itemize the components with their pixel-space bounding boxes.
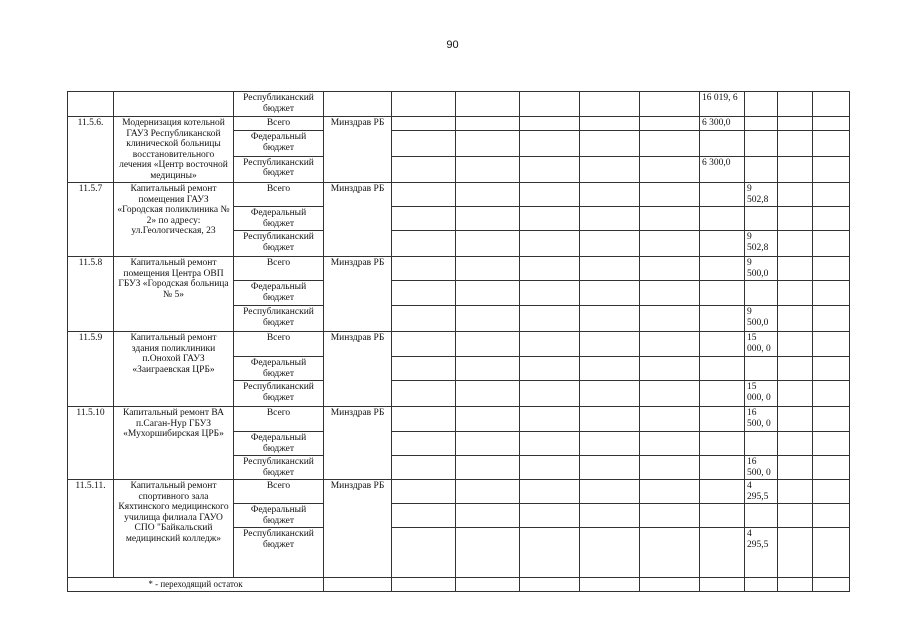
cell-empty — [392, 432, 456, 456]
item-code: 11.5.7 — [68, 183, 114, 257]
cell-empty — [813, 156, 850, 182]
cell-empty — [813, 131, 850, 156]
cell-empty — [456, 117, 520, 131]
cell-empty — [580, 504, 640, 528]
cell-empty — [813, 407, 850, 432]
funding-source: Федеральный бюджет — [234, 504, 324, 528]
cell-empty — [324, 92, 392, 117]
amount-cell: 16 500, 0 — [745, 407, 778, 432]
amount-cell: 15 000, 0 — [745, 381, 778, 407]
cell-empty — [520, 207, 580, 231]
cell-empty — [778, 281, 813, 306]
amount-cell — [700, 131, 745, 156]
cell-empty — [778, 183, 813, 207]
cell-empty — [456, 231, 520, 257]
funding-source: Всего — [234, 117, 324, 131]
amount-cell — [700, 456, 745, 480]
table-row — [68, 480, 850, 504]
cell-empty — [813, 578, 850, 592]
amount-cell: 16 500, 0 — [745, 456, 778, 480]
item-description: Капитальный ремонт здания поликлиники п.Онохой ГАУЗ «Заиграевская ЦРБ» — [114, 332, 234, 407]
cell-empty — [520, 231, 580, 257]
table-row — [68, 183, 850, 207]
cell-empty — [456, 131, 520, 156]
cell-empty — [456, 578, 520, 592]
cell-empty — [456, 156, 520, 182]
amount-cell — [700, 281, 745, 306]
amount-cell: 6 300,0 — [700, 117, 745, 131]
amount-cell: 9 500,0 — [745, 257, 778, 281]
cell-empty — [580, 578, 640, 592]
funding-source: Республиканский бюджет — [234, 156, 324, 182]
executor: Минздрав РБ — [324, 480, 392, 578]
cell-empty — [580, 381, 640, 407]
item-description: Капитальный ремонт помещения ГАУЗ «Городская поликлиника № 2» по адресу: ул.Геологическая, 23 — [114, 183, 234, 257]
funding-source: Республиканский бюджет — [234, 381, 324, 407]
cell-empty — [640, 357, 700, 381]
cell-empty — [813, 456, 850, 480]
cell-empty — [813, 117, 850, 131]
cell-empty — [640, 207, 700, 231]
cell-empty — [640, 504, 700, 528]
cell-empty — [392, 156, 456, 182]
cell-empty — [580, 432, 640, 456]
cell-empty — [778, 381, 813, 407]
cell-empty — [324, 578, 392, 592]
amount-cell — [700, 231, 745, 257]
cell-empty — [520, 528, 580, 578]
amount-cell: 4 295,5 — [745, 528, 778, 578]
cell-empty — [392, 504, 456, 528]
table-row — [68, 257, 850, 281]
amount-cell — [700, 257, 745, 281]
amount-cell: 15 000, 0 — [745, 332, 778, 357]
funding-source: Республиканский бюджет — [234, 306, 324, 332]
cell-empty — [456, 528, 520, 578]
cell-empty — [813, 183, 850, 207]
cell-empty — [640, 183, 700, 207]
cell-empty — [778, 432, 813, 456]
cell-empty — [640, 332, 700, 357]
cell-empty — [778, 332, 813, 357]
cell-empty — [778, 357, 813, 381]
cell-empty — [580, 528, 640, 578]
cell-empty — [640, 257, 700, 281]
cell-empty — [640, 480, 700, 504]
cell-empty — [640, 92, 700, 117]
cell-empty — [520, 578, 580, 592]
cell-empty — [640, 528, 700, 578]
cell-empty — [813, 207, 850, 231]
cell-empty — [392, 456, 456, 480]
cell-empty — [456, 281, 520, 306]
cell-empty — [778, 306, 813, 332]
cell-empty — [392, 528, 456, 578]
amount-cell — [700, 407, 745, 432]
cell-empty — [778, 407, 813, 432]
amount-cell — [745, 432, 778, 456]
cell-empty — [813, 92, 850, 117]
cell-empty — [640, 381, 700, 407]
cell-empty — [392, 231, 456, 257]
amount-cell — [700, 381, 745, 407]
cell-empty — [392, 183, 456, 207]
cell-empty — [456, 207, 520, 231]
amount-cell: 16 019, 6 — [700, 92, 745, 117]
item-code: 11.5.11. — [68, 480, 114, 578]
cell-empty — [813, 257, 850, 281]
cell-empty — [813, 528, 850, 578]
funding-source: Федеральный бюджет — [234, 131, 324, 156]
cell-empty — [640, 407, 700, 432]
cell-empty — [456, 306, 520, 332]
cell-empty — [456, 480, 520, 504]
cell-empty — [456, 407, 520, 432]
executor: Минздрав РБ — [324, 117, 392, 183]
budget-table — [67, 91, 850, 592]
amount-cell — [700, 432, 745, 456]
cell-empty — [778, 231, 813, 257]
funding-source: Федеральный бюджет — [234, 432, 324, 456]
cell-empty — [456, 432, 520, 456]
cell-empty — [520, 156, 580, 182]
amount-cell — [745, 131, 778, 156]
cell-empty — [580, 407, 640, 432]
item-code: 11.5.6. — [68, 117, 114, 183]
funding-source: Республиканский бюджет — [234, 456, 324, 480]
cell-empty — [392, 257, 456, 281]
table-row — [68, 332, 850, 357]
cell-empty — [580, 207, 640, 231]
cell-empty — [580, 156, 640, 182]
cell-empty — [68, 92, 114, 117]
cell-empty — [778, 92, 813, 117]
funding-source: Всего — [234, 183, 324, 207]
cell-empty — [813, 504, 850, 528]
cell-empty — [580, 480, 640, 504]
cell-empty — [778, 456, 813, 480]
cell-empty — [520, 381, 580, 407]
cell-empty — [456, 92, 520, 117]
cell-empty — [813, 231, 850, 257]
cell-empty — [520, 332, 580, 357]
cell-empty — [640, 578, 700, 592]
cell-empty — [745, 92, 778, 117]
cell-empty — [392, 131, 456, 156]
footnote-row — [68, 578, 850, 592]
executor: Минздрав РБ — [324, 407, 392, 480]
cell-empty — [392, 92, 456, 117]
cell-empty — [778, 131, 813, 156]
item-description: Капитальный ремонт помещения Центра ОВП ГБУЗ «Городская больница № 5» — [114, 257, 234, 332]
cell-empty — [392, 381, 456, 407]
cell-empty — [392, 578, 456, 592]
cell-empty — [520, 504, 580, 528]
cell-empty — [392, 207, 456, 231]
cell-empty — [778, 480, 813, 504]
item-description: Капитальный ремонт ВА п.Саган-Нур ГБУЗ «Мухоршибирская ЦРБ» — [114, 407, 234, 480]
cell-empty — [778, 504, 813, 528]
cell-empty — [813, 306, 850, 332]
cell-empty — [580, 281, 640, 306]
cell-empty — [520, 407, 580, 432]
amount-cell — [700, 332, 745, 357]
amount-cell — [700, 207, 745, 231]
cell-empty — [580, 456, 640, 480]
cell-empty — [580, 92, 640, 117]
cell-empty — [520, 131, 580, 156]
cell-empty — [520, 257, 580, 281]
cell-empty — [580, 306, 640, 332]
funding-source: Всего — [234, 480, 324, 504]
cell-empty — [392, 480, 456, 504]
cell-empty — [580, 131, 640, 156]
funding-source: Республиканский бюджет — [234, 231, 324, 257]
cell-empty — [813, 480, 850, 504]
item-description: Капитальный ремонт спортивного зала Кяхтинского медицинского училища филиала ГАУО СПО "Байкальский медицинский колледж» — [114, 480, 234, 578]
cell-empty — [640, 131, 700, 156]
cell-empty — [778, 117, 813, 131]
amount-cell: 4 295,5 — [745, 480, 778, 504]
cell-empty — [456, 357, 520, 381]
cell-empty — [640, 281, 700, 306]
cell-empty — [580, 183, 640, 207]
item-code: 11.5.9 — [68, 332, 114, 407]
cell-empty — [456, 456, 520, 480]
amount-cell: 9 502,8 — [745, 183, 778, 207]
funding-source: Всего — [234, 257, 324, 281]
cell-empty — [520, 432, 580, 456]
amount-cell — [700, 357, 745, 381]
cell-empty — [392, 306, 456, 332]
amount-cell — [745, 504, 778, 528]
cell-empty — [456, 381, 520, 407]
amount-cell — [745, 117, 778, 131]
item-code: 11.5.10 — [68, 407, 114, 480]
cell-empty — [520, 281, 580, 306]
funding-source: Республиканский бюджет — [234, 92, 324, 117]
cell-empty — [520, 306, 580, 332]
cell-empty — [745, 578, 778, 592]
funding-source: Всего — [234, 407, 324, 432]
cell-empty — [640, 231, 700, 257]
amount-cell — [700, 480, 745, 504]
table-row — [68, 92, 850, 117]
cell-empty — [392, 281, 456, 306]
executor: Минздрав РБ — [324, 183, 392, 257]
table-body — [68, 92, 850, 578]
cell-empty — [778, 578, 813, 592]
table-row — [68, 407, 850, 432]
cell-empty — [580, 231, 640, 257]
table-row — [68, 117, 850, 131]
cell-empty — [813, 281, 850, 306]
cell-empty — [778, 257, 813, 281]
cell-empty — [640, 456, 700, 480]
amount-cell — [745, 357, 778, 381]
cell-empty — [520, 183, 580, 207]
cell-empty — [640, 117, 700, 131]
cell-empty — [114, 92, 234, 117]
cell-empty — [580, 332, 640, 357]
executor: Минздрав РБ — [324, 332, 392, 407]
amount-cell — [745, 156, 778, 182]
cell-empty — [813, 381, 850, 407]
cell-empty — [392, 117, 456, 131]
cell-empty — [813, 432, 850, 456]
amount-cell — [745, 207, 778, 231]
cell-empty — [392, 407, 456, 432]
funding-source: Федеральный бюджет — [234, 207, 324, 231]
cell-empty — [520, 357, 580, 381]
amount-cell — [745, 281, 778, 306]
cell-empty — [580, 117, 640, 131]
funding-source: Республиканский бюджет — [234, 528, 324, 578]
cell-empty — [456, 504, 520, 528]
cell-empty — [700, 578, 745, 592]
cell-empty — [580, 257, 640, 281]
footnote: * - переходящий остаток — [68, 578, 324, 592]
amount-cell: 9 500,0 — [745, 306, 778, 332]
funding-source: Всего — [234, 332, 324, 357]
cell-empty — [778, 528, 813, 578]
cell-empty — [520, 117, 580, 131]
item-description: Модернизация котельной ГАУЗ Республиканской клинической больницы восстановительного лечения «Центр восточной медицины» — [114, 117, 234, 183]
page-number: 90 — [446, 39, 459, 51]
cell-empty — [640, 432, 700, 456]
amount-cell — [700, 528, 745, 578]
item-code: 11.5.8 — [68, 257, 114, 332]
cell-empty — [520, 480, 580, 504]
cell-empty — [520, 456, 580, 480]
amount-cell: 6 300,0 — [700, 156, 745, 182]
cell-empty — [640, 306, 700, 332]
cell-empty — [456, 183, 520, 207]
amount-cell — [700, 306, 745, 332]
cell-empty — [392, 357, 456, 381]
cell-empty — [778, 156, 813, 182]
amount-cell — [700, 504, 745, 528]
cell-empty — [392, 332, 456, 357]
amount-cell: 9 502,8 — [745, 231, 778, 257]
funding-source: Федеральный бюджет — [234, 281, 324, 306]
cell-empty — [456, 332, 520, 357]
cell-empty — [520, 92, 580, 117]
amount-cell — [700, 183, 745, 207]
executor: Минздрав РБ — [324, 257, 392, 332]
cell-empty — [778, 207, 813, 231]
cell-empty — [813, 357, 850, 381]
cell-empty — [640, 156, 700, 182]
cell-empty — [456, 257, 520, 281]
funding-source: Федеральный бюджет — [234, 357, 324, 381]
cell-empty — [813, 332, 850, 357]
cell-empty — [580, 357, 640, 381]
